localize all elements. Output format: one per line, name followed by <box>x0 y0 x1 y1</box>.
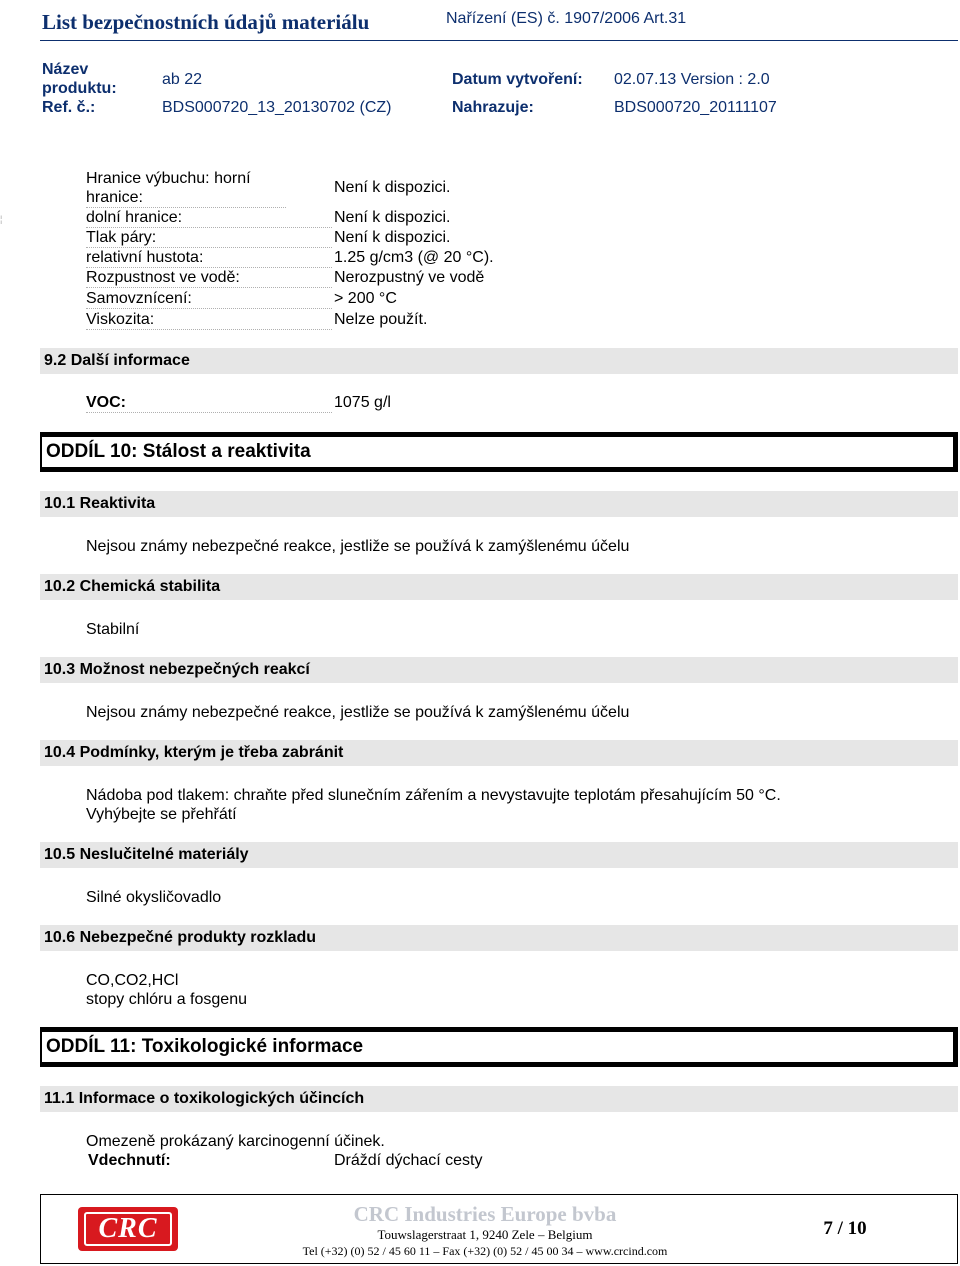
decomposition-text-line1: CO,CO2,HCl <box>86 972 179 989</box>
conditions-text-line1: Nádoba pod tlakem: chraňte před slunečním zářením a nevystavujte teplotám přesahujícím 50 °C. <box>86 787 781 804</box>
inhalation-label: Vdechnutí: <box>88 1152 171 1169</box>
page-number: 7 / 10 <box>823 1218 867 1239</box>
date-label: Datum vytvoření: <box>452 71 583 88</box>
conditions-text-line2: Vyhýbejte se přehřátí <box>86 806 237 823</box>
crc-logo-text: CRC <box>84 1212 172 1246</box>
hazardous-reactions-text: Nejsou známy nebezpečné reakce, jestliže se používá k zamýšlenému účelu <box>86 704 630 721</box>
company-contact: Tel (+32) (0) 52 / 45 60 11 – Fax (+32) (0) 52 / 45 00 34 – www.crcind.com <box>302 1244 668 1258</box>
subsection-10-5-heading: 10.5 Neslučitelné materiály <box>40 842 958 868</box>
property-label: Tlak páry: <box>86 228 332 248</box>
margin-mark: ¦ <box>0 214 3 224</box>
section-10-heading: ODDÍL 10: Stálost a reaktivita <box>40 432 958 472</box>
section-11-heading: ODDÍL 11: Toxikologické informace <box>40 1027 958 1067</box>
subsection-10-4-heading: 10.4 Podmínky, kterým je třeba zabránit <box>40 740 958 766</box>
subsection-10-3-heading: 10.3 Možnost nebezpečných reakcí <box>40 657 958 683</box>
header-divider <box>40 40 958 41</box>
property-value: > 200 °C <box>334 290 397 307</box>
replaces-label: Nahrazuje: <box>452 99 534 116</box>
property-value: Není k dispozici. <box>334 229 451 246</box>
property-label: relativní hustota: <box>86 248 332 268</box>
date-value: 02.07.13 Version : 2.0 <box>614 71 770 88</box>
property-value: Nerozpustný ve vodě <box>334 269 485 286</box>
regulation-reference: Nařízení (ES) č. 1907/2006 Art.31 <box>446 10 687 27</box>
product-value: ab 22 <box>162 71 203 88</box>
inhalation-value: Dráždí dýchací cesty <box>334 1152 483 1169</box>
property-value: Není k dispozici. <box>334 179 451 196</box>
voc-label: VOC: <box>86 393 332 413</box>
ref-label: Ref. č.: <box>42 99 96 116</box>
toxicology-text: Omezeně prokázaný karcinogenní účinek. <box>86 1133 385 1150</box>
property-label: Rozpustnost ve vodě: <box>86 268 332 288</box>
subsection-9-2-heading: 9.2 Další informace <box>40 348 958 374</box>
subsection-10-1-heading: 10.1 Reaktivita <box>40 491 958 517</box>
stability-text: Stabilní <box>86 621 140 638</box>
property-label: Samovznícení: <box>86 289 332 309</box>
replaces-value: BDS000720_20111107 <box>614 99 777 116</box>
decomposition-text-line2: stopy chlóru a fosgenu <box>86 991 247 1008</box>
document-title: List bezpečnostních údajů materiálu <box>42 10 370 34</box>
subsection-11-1-heading: 11.1 Informace o toxikologických účincích <box>40 1086 958 1112</box>
ref-value: BDS000720_13_20130702 (CZ) <box>162 99 392 116</box>
company-name: CRC Industries Europe bvba <box>353 1202 617 1226</box>
voc-value: 1075 g/l <box>334 394 391 411</box>
crc-logo <box>78 1207 178 1251</box>
product-label-line2: produktu: <box>42 80 117 97</box>
subsection-10-6-heading: 10.6 Nebezpečné produkty rozkladu <box>40 925 958 951</box>
incompatible-materials-text: Silné okysličovadlo <box>86 889 222 906</box>
property-label: Hranice výbuchu: horní hranice: <box>86 169 286 208</box>
product-label-line1: Název <box>42 61 89 78</box>
subsection-10-2-heading: 10.2 Chemická stabilita <box>40 574 958 600</box>
company-address: Touwslagerstraat 1, 9240 Zele – Belgium <box>377 1227 593 1242</box>
property-value: Není k dispozici. <box>334 209 451 226</box>
property-label: Viskozita: <box>86 310 332 330</box>
property-label: dolní hranice: <box>86 208 332 228</box>
reactivity-text: Nejsou známy nebezpečné reakce, jestliže se používá k zamýšlenému účelu <box>86 538 630 555</box>
property-value: Nelze použít. <box>334 311 428 328</box>
property-value: 1.25 g/cm3 (@ 20 °C). <box>334 249 494 266</box>
